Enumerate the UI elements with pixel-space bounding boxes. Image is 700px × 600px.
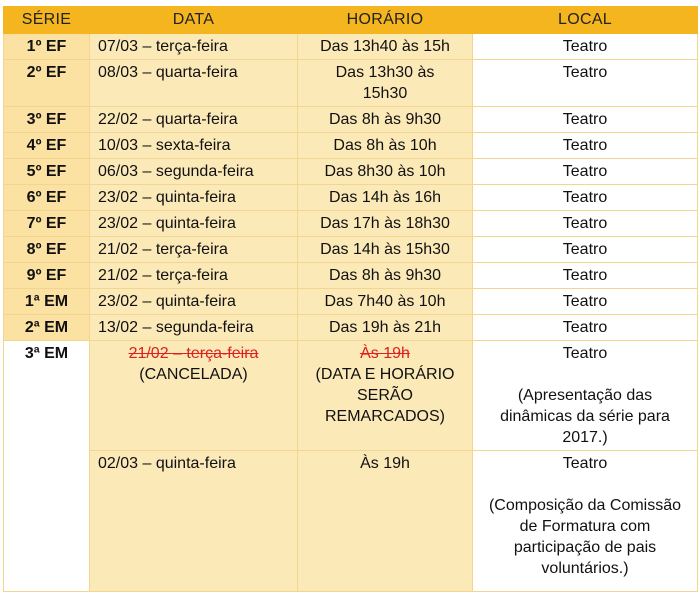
serie-cell: 4º EF [4, 133, 90, 159]
time-cell: Das 14h às 16h [298, 185, 473, 211]
table-row [4, 315, 698, 341]
table-row-3em-cancelled [4, 341, 698, 451]
table-row [4, 237, 698, 263]
local-cell: Teatro [473, 34, 698, 60]
serie-cell: 1º EF [4, 34, 90, 60]
date-cell: 08/03 – quarta-feira [90, 60, 298, 107]
local-cell-cancelled [473, 341, 698, 451]
serie-cell: 6º EF [4, 185, 90, 211]
date-cell: 23/02 – quinta-feira [90, 211, 298, 237]
local-cell: Teatro [473, 263, 698, 289]
date-cell-cancelled [90, 341, 298, 451]
table-row [4, 159, 698, 185]
date-cell: 21/02 – terça-feira [90, 263, 298, 289]
time-cell: Das 8h30 às 10h [298, 159, 473, 185]
time-cell: Das 19h às 21h [298, 315, 473, 341]
reschedule-note: (DATA E HORÁRIO SERÃO REMARCADOS) [315, 366, 455, 425]
local-cell: Teatro [473, 107, 698, 133]
date-cell: 07/03 – terça-feira [90, 34, 298, 60]
local-cell-new [473, 451, 698, 592]
time-cell: Das 13h40 às 15h [298, 34, 473, 60]
table-row [4, 34, 698, 60]
local-value: Teatro [562, 455, 608, 472]
header-data: DATA [90, 7, 298, 34]
header-row [4, 7, 698, 34]
serie-cell: 1ª EM [4, 289, 90, 315]
schedule-table-wrapper [3, 6, 698, 592]
date-cell: 13/02 – segunda-feira [90, 315, 298, 341]
time-cell: Das 8h às 9h30 [298, 107, 473, 133]
local-note: (Composição da Comissão de Formatura com participação de pais voluntários.) [488, 497, 682, 577]
date-cell: 10/03 – sexta-feira [90, 133, 298, 159]
time-cell: Das 14h às 15h30 [298, 237, 473, 263]
local-cell: Teatro [473, 315, 698, 341]
time-cell: Das 17h às 18h30 [298, 211, 473, 237]
serie-cell: 8º EF [4, 237, 90, 263]
date-cell: 23/02 – quinta-feira [90, 185, 298, 211]
time-cell: Das 8h às 9h30 [298, 263, 473, 289]
table-row [4, 289, 698, 315]
local-cell: Teatro [473, 60, 698, 107]
serie-cell: 2ª EM [4, 315, 90, 341]
local-cell: Teatro [473, 289, 698, 315]
table-row [4, 211, 698, 237]
cancelled-date: 21/02 – terça-feira [128, 345, 259, 362]
local-cell: Teatro [473, 211, 698, 237]
serie-cell: 3ª EM [4, 341, 90, 592]
time-cell-cancelled [298, 341, 473, 451]
date-cell: 06/03 – segunda-feira [90, 159, 298, 185]
cancelled-time: Às 19h [360, 345, 410, 362]
local-cell: Teatro [473, 133, 698, 159]
header-local: LOCAL [473, 7, 698, 34]
local-cell: Teatro [473, 159, 698, 185]
header-horario: HORÁRIO [298, 7, 473, 34]
schedule-body [4, 34, 698, 592]
date-cell: 23/02 – quinta-feira [90, 289, 298, 315]
local-cell: Teatro [473, 185, 698, 211]
table-row [4, 133, 698, 159]
serie-cell: 2º EF [4, 60, 90, 107]
table-row [4, 185, 698, 211]
time-cell-new: Às 19h [298, 451, 473, 592]
time-cell: Das 7h40 às 10h [298, 289, 473, 315]
date-cell-new: 02/03 – quinta-feira [90, 451, 298, 592]
table-row [4, 60, 698, 107]
header-serie: SÉRIE [4, 7, 90, 34]
table-row-3em-new [4, 451, 698, 592]
cancelled-note: (CANCELADA) [139, 366, 248, 383]
local-note: (Apresentação das dinâmicas da série para 2017.) [500, 387, 670, 446]
serie-cell: 5º EF [4, 159, 90, 185]
table-row [4, 107, 698, 133]
time-cell: Das 8h às 10h [298, 133, 473, 159]
date-cell: 22/02 – quarta-feira [90, 107, 298, 133]
serie-cell: 9º EF [4, 263, 90, 289]
time-cell: Das 13h30 às 15h30 [298, 60, 473, 107]
local-value: Teatro [562, 345, 608, 362]
serie-cell: 7º EF [4, 211, 90, 237]
date-cell: 21/02 – terça-feira [90, 237, 298, 263]
table-row [4, 263, 698, 289]
serie-cell: 3º EF [4, 107, 90, 133]
schedule-table [3, 6, 698, 592]
local-cell: Teatro [473, 237, 698, 263]
